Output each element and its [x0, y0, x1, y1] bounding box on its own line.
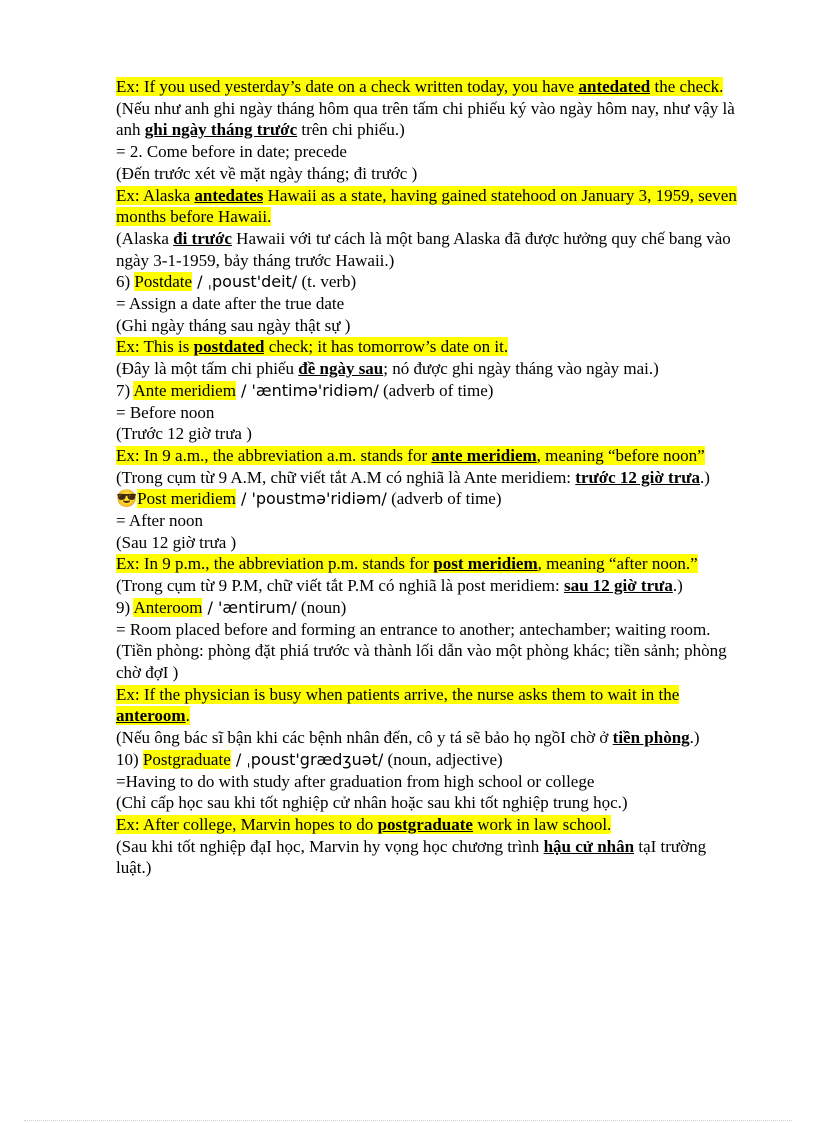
entry-heading-ante-meridiem	[116, 380, 738, 402]
example-ante-meridiem	[116, 445, 738, 467]
definition-vi: (Tiền phòng: phòng đặt phiá trước và thành lối dẫn vào một phòng khác; tiền sảnh; phòng chờ đợI )	[116, 641, 727, 682]
entry-word: Ante meridiem	[133, 380, 236, 400]
translation-text: (Nếu như anh ghi ngày tháng hôm qua trên tấm chi phiếu ký vào ngày hôm nay, như vậy là anh	[116, 98, 735, 140]
definition: = Before noon	[116, 402, 215, 422]
example-text: check; it has tomorrow’s date on it.	[264, 337, 509, 357]
example-postgraduate	[116, 814, 738, 836]
entry-pos: (noun, adjective)	[383, 749, 503, 769]
entry-number: 6)	[116, 272, 135, 292]
definition-vi: (Trước 12 giờ trưa )	[116, 424, 252, 444]
example-post-meridiem	[116, 553, 738, 575]
example-text: Hawaii as a state, having gained statehood on January 3, 1959, seven months before Hawaii.	[116, 185, 737, 227]
translation-text: Hawaii với tư cách là một bang Alaska đã được hưởng quy chế bang vào ngày 3-1-1959, bảy tháng trước Hawaii.)	[116, 228, 731, 270]
translation-anteroom	[116, 727, 738, 749]
keyword: post meridiem	[433, 554, 538, 574]
entry-number: 10)	[116, 749, 143, 769]
definition: = After noon	[116, 511, 204, 531]
example-text: the check.	[650, 77, 724, 96]
translation-antedated	[116, 98, 738, 141]
page-bottom-rule	[24, 1120, 792, 1121]
definition-vi: (Chỉ cấp học sau khi tốt nghiệp cử nhân hoặc sau khi tốt nghiệp trung học.)	[116, 793, 628, 813]
translation-text: tạI trường luật.)	[116, 836, 707, 878]
entry-pos: (noun)	[296, 597, 347, 617]
entry-heading-postgraduate	[116, 749, 738, 771]
entry-ipa: / ˌpoust'deit/	[192, 272, 298, 292]
translation-keyword: hậu cử nhân	[543, 836, 635, 856]
example-text: Ex: This is	[116, 337, 194, 357]
example-text: Ex: If the physician is busy when patients arrive, the nurse asks them to wait in the	[116, 684, 680, 704]
example-postdated	[116, 336, 738, 358]
translation-keyword: trước 12 giờ trưa	[575, 467, 700, 487]
translation-postdated	[116, 358, 738, 380]
keyword: postdated	[193, 337, 265, 357]
example-text: Ex: Alaska	[116, 185, 195, 205]
keyword: antedated	[578, 77, 651, 96]
translation-text: trên chi phiếu.)	[297, 120, 405, 140]
example-anteroom	[116, 684, 738, 727]
definition: =Having to do with study after graduation from high school or college	[116, 771, 595, 791]
translation-keyword: sau 12 giờ trưa	[563, 576, 673, 596]
example-text: Ex: In 9 p.m., the abbreviation p.m. stands for	[116, 554, 434, 574]
translation-text: .)	[689, 728, 700, 748]
definition-vi: (Ghi ngày tháng sau ngày thật sự )	[116, 315, 351, 335]
translation-keyword: ghi ngày tháng trước	[144, 120, 298, 140]
translation-postgraduate	[116, 836, 738, 879]
sunglasses-emoji-icon: 😎	[116, 489, 138, 509]
translation-text: (Alaska	[116, 228, 174, 248]
entry-pos: (adverb of time)	[378, 380, 494, 400]
definition: = Room placed before and forming an entrance to another; antechamber; waiting room.	[116, 619, 711, 639]
definition-vi: (Sau 12 giờ trưa )	[116, 532, 237, 552]
keyword: anteroom	[116, 706, 186, 726]
translation-text: (Sau khi tốt nghiệp đạI học, Marvin hy vọng học chương trình	[116, 836, 544, 856]
entry-word: Anteroom	[133, 597, 203, 617]
translation-text: (Nếu ông bác sĩ bận khi các bệnh nhân đến, cô y tá sẽ bảo họ ngồI chờ ở	[116, 728, 613, 748]
entry-word: Post meridiem	[137, 489, 236, 509]
entry-number: 9)	[116, 597, 134, 617]
example-text: , meaning “before noon”	[536, 445, 705, 465]
example-antedates	[116, 185, 738, 228]
entry-heading-anteroom	[116, 597, 738, 619]
entry-ipa: / 'æntimə'ridiəm/	[235, 380, 379, 400]
translation-text: (Trong cụm từ 9 A.M, chữ viết tắt A.M có nghiã là Ante meridiem:	[116, 467, 576, 487]
entry-heading-postdate	[116, 271, 738, 293]
keyword: postgraduate	[377, 814, 473, 834]
keyword: antedates	[194, 185, 264, 205]
translation-keyword: đề ngày sau	[298, 359, 384, 379]
entry-ipa: / 'æntirum/	[202, 597, 297, 617]
entry-heading-post-meridiem	[116, 488, 738, 510]
entry-word: Postgraduate	[142, 749, 231, 769]
translation-keyword: đi trước	[173, 228, 232, 248]
document-page	[116, 76, 738, 879]
example-text: , meaning “after noon.”	[537, 554, 698, 574]
translation-text: (Đây là một tấm chi phiếu	[116, 359, 299, 379]
translation-text: .)	[699, 467, 710, 487]
example-text: work in law school.	[472, 814, 612, 834]
keyword: ante meridiem	[431, 445, 537, 465]
translation-antedates	[116, 228, 738, 271]
example-text: Ex: If you used yesterday’s date on a check written today, you have	[116, 77, 579, 96]
entry-pos: (adverb of time)	[386, 489, 502, 509]
translation-text: .)	[672, 576, 683, 596]
example-text: Ex: In 9 a.m., the abbreviation a.m. stands for	[116, 445, 432, 465]
entry-pos: (t. verb)	[297, 272, 357, 292]
entry-number: 7)	[116, 380, 134, 400]
translation-ante-meridiem	[116, 467, 738, 489]
example-antedated	[116, 76, 738, 98]
translation-post-meridiem	[116, 575, 738, 597]
example-text: Ex: After college, Marvin hopes to do	[116, 814, 378, 834]
translation-text: ; nó được ghi ngày tháng vào ngày mai.)	[383, 359, 659, 379]
definition-2: = 2. Come before in date; precede	[116, 142, 347, 162]
translation-keyword: tiền phòng	[612, 728, 690, 748]
translation-text: (Trong cụm từ 9 P.M, chữ viết tắt P.M có nghiã là post meridiem:	[116, 576, 564, 596]
entry-word: Postdate	[134, 272, 193, 292]
example-text: .	[185, 706, 190, 726]
entry-ipa: / ˌpoust'grædʒuət/	[230, 749, 384, 769]
definition-2-vi: (Đến trước xét về mặt ngày tháng; đi trước )	[116, 163, 418, 183]
entry-ipa: / 'poustmə'ridiəm/	[235, 489, 387, 509]
definition: = Assign a date after the true date	[116, 294, 345, 314]
